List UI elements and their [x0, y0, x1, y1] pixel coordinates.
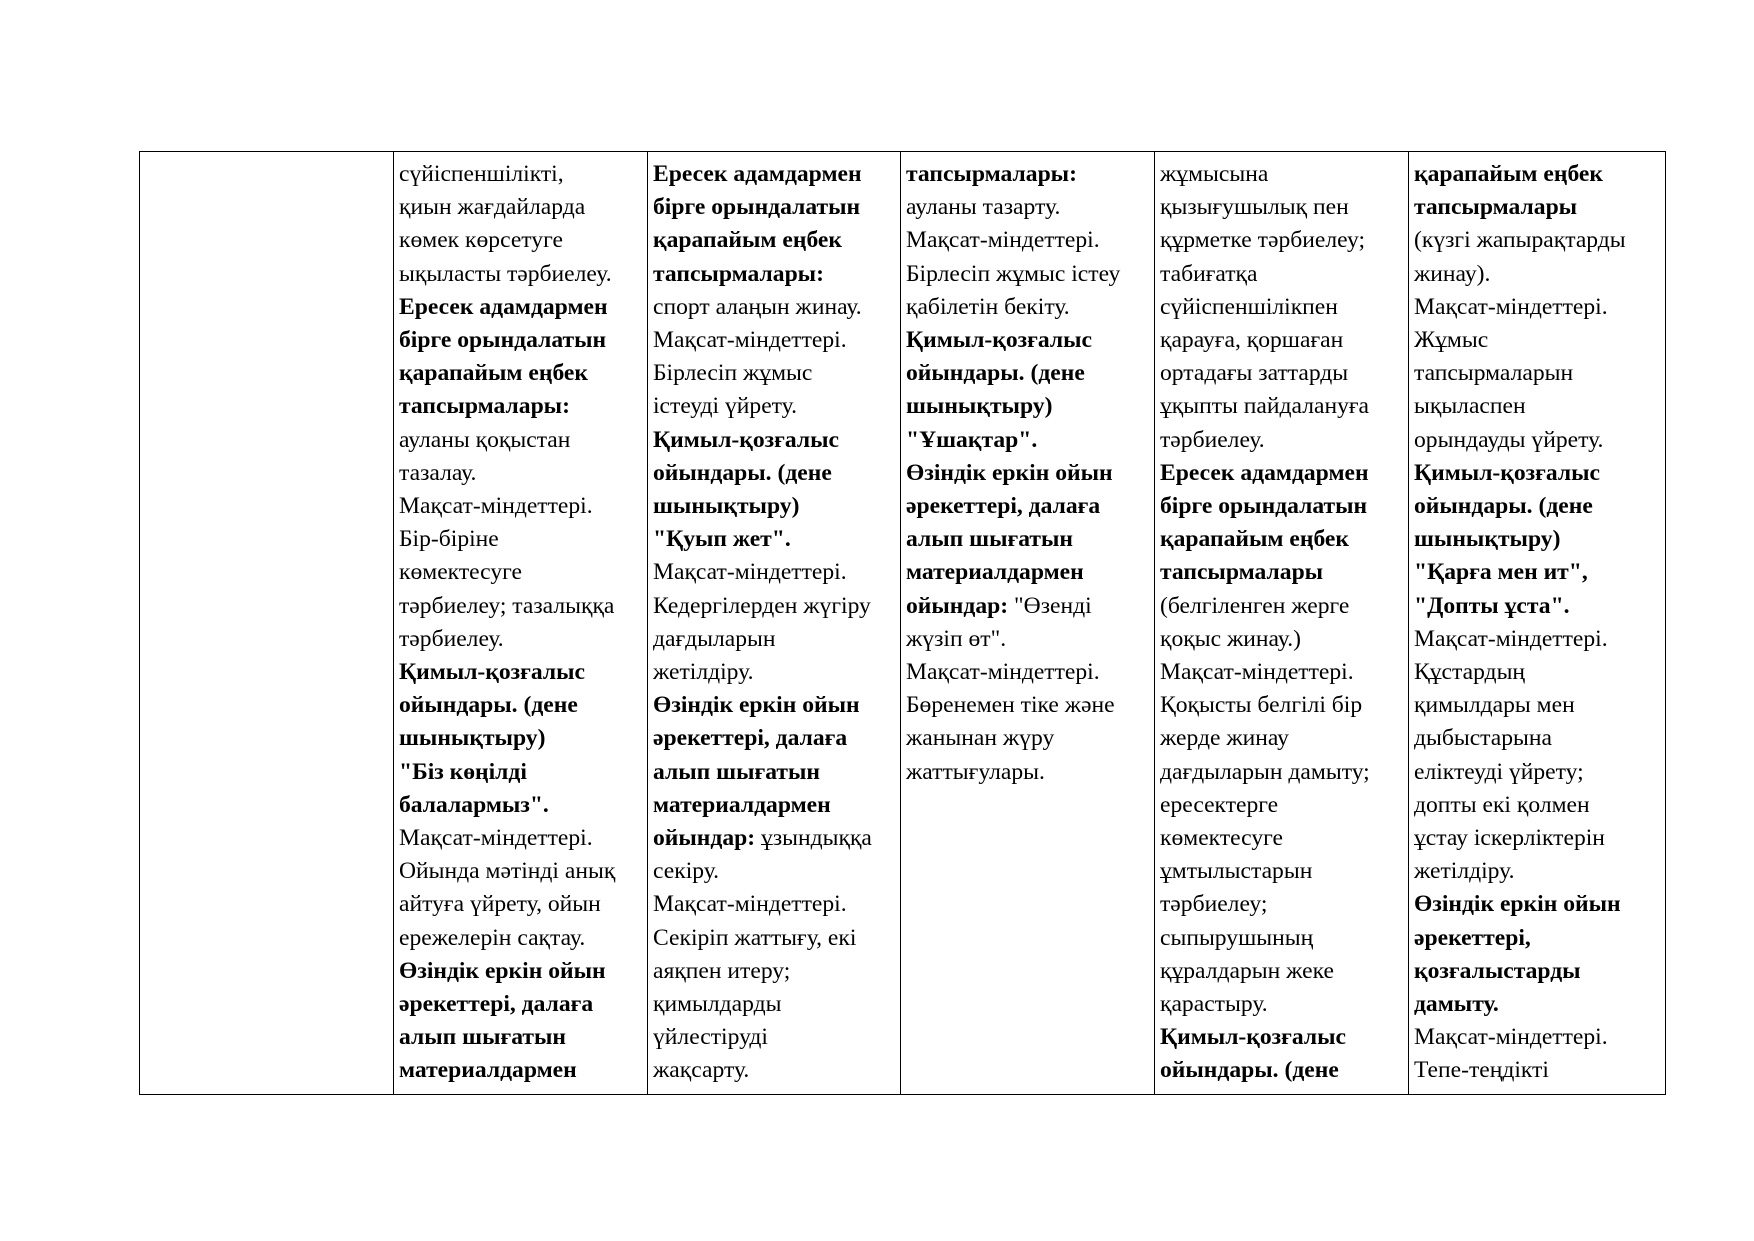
text-segment: жүзіп өт".: [906, 625, 1007, 652]
cell-text-line: [653, 291, 896, 324]
text-segment: Бір-біріне: [399, 526, 499, 553]
text-segment: қызығушылық пен: [1160, 194, 1349, 221]
bold-text-segment: материалдармен: [653, 791, 831, 818]
bold-text-segment: ойындар:: [906, 592, 1009, 619]
text-segment: Мақсат-міндеттері.: [653, 559, 847, 586]
bold-text-segment: қозғалыстарды: [1414, 957, 1581, 984]
cell-text-line: [1160, 623, 1404, 656]
table-cell-1: [140, 152, 394, 1095]
cell-text-line: [906, 390, 1150, 423]
table-cell-4: [901, 152, 1155, 1095]
cell-text-line: [653, 258, 896, 291]
bold-text-segment: қарапайым еңбек: [1160, 526, 1349, 553]
cell-text-line: [1414, 722, 1661, 755]
text-segment: Мақсат-міндеттері.: [653, 327, 847, 354]
cell-text-line: [1160, 1021, 1404, 1054]
cell-text-line: [906, 556, 1150, 589]
cell-text-line: [1160, 158, 1404, 191]
cell-text-line: [1414, 689, 1661, 722]
cell-text-line: [653, 855, 896, 888]
bold-text-segment: әрекеттері, далаға: [399, 991, 594, 1018]
text-segment: Мақсат-міндеттері.: [906, 227, 1100, 254]
cell-text-line: [653, 390, 896, 423]
cell-text-line: [1160, 590, 1404, 623]
cell-text-line: [1414, 324, 1661, 357]
bold-text-segment: Қимыл-қозғалыс: [653, 426, 840, 453]
cell-text-line: [399, 390, 643, 423]
cell-text-line: [1414, 556, 1661, 589]
text-segment: қиын жағдайларда: [399, 194, 586, 221]
bold-text-segment: "Ұшақтар".: [906, 426, 1038, 453]
cell-text-line: [399, 258, 643, 291]
cell-text-line: [1414, 390, 1661, 423]
bold-text-segment: Қимыл-қозғалыс: [399, 659, 586, 686]
text-segment: Мақсат-міндеттері.: [653, 891, 847, 918]
text-segment: айтуға үйрету, ойын: [399, 891, 601, 918]
cell-text-line: [399, 1021, 643, 1054]
bold-text-segment: тапсырмалары: [1414, 194, 1578, 221]
cell-text-line: [399, 656, 643, 689]
text-segment: ұмтылыстарын: [1160, 858, 1313, 885]
text-segment: ауланы тазарту.: [906, 194, 1061, 221]
cell-text-line: [399, 490, 643, 523]
bold-text-segment: Өзіндік еркін ойын: [1414, 891, 1621, 918]
cell-text-line: [1160, 291, 1404, 324]
text-segment: ұқыпты пайдалануға: [1160, 393, 1370, 420]
text-segment: тәрбиелеу.: [1160, 426, 1265, 453]
cell-text-line: [653, 988, 896, 1021]
cell-text-line: [906, 158, 1150, 191]
bold-text-segment: Қимыл-қозғалыс: [906, 327, 1093, 354]
bold-text-segment: дамыту.: [1414, 991, 1499, 1018]
cell-text-line: [1414, 955, 1661, 988]
cell-text-line: [1414, 888, 1661, 921]
text-segment: Қоқысты белгілі бір: [1160, 692, 1363, 719]
text-segment: ықыласты тәрбиелеу.: [399, 260, 612, 287]
cell-text-line: [1160, 224, 1404, 257]
cell-text-line: [1160, 357, 1404, 390]
cell-text-line: [1414, 656, 1661, 689]
bold-text-segment: алып шығатын: [653, 758, 820, 785]
text-segment: жетілдіру.: [653, 659, 754, 686]
cell-text-line: [653, 656, 896, 689]
bold-text-segment: "Қуып жет".: [653, 526, 791, 553]
bold-text-segment: балалармыз".: [399, 791, 549, 818]
cell-text-line: [653, 556, 896, 589]
cell-text-line: [1414, 158, 1661, 191]
text-segment: қарастыру.: [1160, 991, 1268, 1018]
bold-text-segment: тапсырмалары:: [906, 161, 1077, 187]
activity-plan-table: [139, 151, 1666, 1095]
bold-text-segment: ойындары. (дене: [906, 360, 1085, 387]
cell-text-line: [653, 623, 896, 656]
cell-text-line: [399, 158, 643, 191]
text-segment: Жұмыс: [1414, 327, 1489, 354]
cell-text-line: [399, 424, 643, 457]
text-segment: қабілетін бекіту.: [906, 293, 1070, 320]
cell-text-line: [1160, 988, 1404, 1021]
bold-text-segment: Ересек адамдармен: [653, 161, 862, 187]
cell-text-line: [399, 689, 643, 722]
cell-text-line: [1414, 424, 1661, 457]
cell-text-line: [653, 1021, 896, 1054]
cell-text-line: [1414, 988, 1661, 1021]
text-segment: жинау).: [1414, 260, 1491, 287]
table-cell-3: [648, 152, 901, 1095]
cell-text-line: [653, 689, 896, 722]
cell-text-line: [653, 191, 896, 224]
cell-text-line: [653, 590, 896, 623]
cell-text-line: [1414, 457, 1661, 490]
cell-text-line: [1160, 689, 1404, 722]
bold-text-segment: ойындары. (дене: [399, 692, 578, 719]
text-segment: жаттығулары.: [906, 758, 1045, 785]
bold-text-segment: Өзіндік еркін ойын: [399, 957, 606, 984]
text-segment: (белгіленген жерге: [1160, 592, 1350, 619]
cell-text-line: [1414, 258, 1661, 291]
cell-text-line: [399, 1054, 643, 1087]
cell-text-line: [906, 457, 1150, 490]
text-segment: жетілдіру.: [1414, 858, 1515, 885]
cell-text-line: [399, 623, 643, 656]
cell-text-line: [1160, 324, 1404, 357]
cell-text-line: [1160, 722, 1404, 755]
cell-text-line: [906, 722, 1150, 755]
cell-text-line: [906, 623, 1150, 656]
text-segment: Бірлесіп жұмыс істеу: [906, 260, 1121, 287]
cell-text-line: [1160, 490, 1404, 523]
cell-text-line: [1414, 623, 1661, 656]
bold-text-segment: Қимыл-қозғалыс: [1414, 459, 1601, 486]
cell-text-line: [906, 224, 1150, 257]
text-segment: істеуді үйрету.: [653, 393, 798, 420]
cell-text-line: [653, 457, 896, 490]
bold-text-segment: алып шығатын: [399, 1024, 566, 1051]
bold-text-segment: алып шығатын: [906, 526, 1073, 553]
cell-text-line: [399, 224, 643, 257]
text-segment: дағдыларын дамыту;: [1160, 758, 1370, 785]
cell-text-line: [906, 590, 1150, 623]
cell-text-line: [906, 357, 1150, 390]
text-segment: Мақсат-міндеттері.: [399, 825, 593, 852]
cell-text-line: [653, 955, 896, 988]
cell-text-line: [399, 556, 643, 589]
cell-text-line: [1160, 888, 1404, 921]
bold-text-segment: ойындары. (дене: [1414, 493, 1593, 520]
cell-text-line: [1414, 523, 1661, 556]
text-segment: ересектерге: [1160, 791, 1279, 818]
cell-text-line: [1160, 1054, 1404, 1087]
cell-text-line: [399, 855, 643, 888]
cell-text-line: [653, 722, 896, 755]
bold-text-segment: шынықтыру): [399, 725, 546, 752]
cell-text-line: [1160, 922, 1404, 955]
bold-text-segment: Өзіндік еркін ойын: [653, 692, 860, 719]
bold-text-segment: материалдармен: [399, 1057, 577, 1084]
cell-text-line: [906, 490, 1150, 523]
text-segment: Мақсат-міндеттері.: [1414, 293, 1608, 320]
text-segment: ықыласпен: [1414, 393, 1526, 420]
text-segment: ережелерін сақтау.: [399, 924, 586, 951]
text-segment: аяқпен итеру;: [653, 957, 791, 984]
cell-text-line: [653, 756, 896, 789]
text-segment: табиғатқа: [1160, 260, 1258, 287]
cell-text-line: [1160, 258, 1404, 291]
cell-text-line: [653, 224, 896, 257]
cell-text-line: [1414, 822, 1661, 855]
cell-text-line: [1414, 789, 1661, 822]
bold-text-segment: әрекеттері, далаға: [653, 725, 848, 752]
cell-text-line: [1414, 291, 1661, 324]
text-segment: Секіріп жаттығу, екі: [653, 924, 857, 951]
text-segment: Бірлесіп жұмыс: [653, 360, 813, 387]
cell-text-line: [906, 258, 1150, 291]
cell-text-line: [1414, 1021, 1661, 1054]
text-segment: еліктеуді үйрету;: [1414, 758, 1584, 785]
text-segment: ұстау іскерліктерін: [1414, 825, 1605, 852]
text-segment: жұмысына: [1160, 161, 1269, 187]
text-segment: үйлестіруді: [653, 1024, 768, 1051]
text-segment: Ойында мәтінді анық: [399, 858, 616, 885]
text-segment: Мақсат-міндеттері.: [1414, 1024, 1608, 1051]
text-segment: Құстардың: [1414, 659, 1526, 686]
cell-text-line: [1414, 490, 1661, 523]
bold-text-segment: бірге орындалатын: [653, 194, 861, 221]
bold-text-segment: әрекеттері,: [1414, 924, 1531, 951]
cell-text-line: [653, 1054, 896, 1087]
cell-text-line: [653, 424, 896, 457]
text-segment: тәрбиелеу.: [399, 625, 504, 652]
cell-text-line: [399, 922, 643, 955]
bold-text-segment: ойындар:: [653, 825, 756, 852]
bold-text-segment: шынықтыру): [1414, 526, 1561, 553]
cell-text-line: [1160, 656, 1404, 689]
cell-text-line: [906, 523, 1150, 556]
bold-text-segment: тапсырмалары:: [653, 260, 824, 287]
bold-text-segment: бірге орындалатын: [399, 327, 607, 354]
text-segment: тазалау.: [399, 459, 477, 486]
text-segment: дыбыстарына: [1414, 725, 1553, 752]
text-segment: ұзындыққа: [755, 825, 872, 852]
cell-text-line: [653, 357, 896, 390]
text-segment: қоқыс жинау.): [1160, 625, 1301, 652]
cell-text-line: [399, 457, 643, 490]
text-segment: "Өзенді: [1008, 592, 1092, 619]
cell-text-line: [1414, 224, 1661, 257]
cell-text-line: [1160, 855, 1404, 888]
cell-text-line: [906, 689, 1150, 722]
text-segment: сыпырушының: [1160, 924, 1314, 951]
text-segment: Бөренемен тіке және: [906, 692, 1115, 719]
cell-text-line: [653, 789, 896, 822]
text-segment: қимылдары мен: [1414, 692, 1575, 719]
cell-text-line: [1160, 955, 1404, 988]
cell-text-line: [906, 291, 1150, 324]
cell-text-line: [906, 324, 1150, 357]
text-segment: жақсарту.: [653, 1057, 750, 1084]
text-segment: орындауды үйрету.: [1414, 426, 1604, 453]
table-cell-6: [1409, 152, 1666, 1095]
cell-text-line: [1414, 191, 1661, 224]
cell-text-line: [1160, 424, 1404, 457]
bold-text-segment: қарапайым еңбек: [399, 360, 588, 387]
cell-text-line: [399, 888, 643, 921]
text-segment: сүйіспеншілікпен: [1160, 293, 1338, 320]
cell-text-line: [906, 656, 1150, 689]
table-cell-2: [394, 152, 648, 1095]
text-segment: жанынан жүру: [906, 725, 1055, 752]
cell-text-line: [399, 523, 643, 556]
bold-text-segment: бірге орындалатын: [1160, 493, 1368, 520]
text-segment: дағдыларын: [653, 625, 776, 652]
cell-text-line: [399, 756, 643, 789]
bold-text-segment: тапсырмалары:: [399, 393, 570, 420]
text-segment: допты екі қолмен: [1414, 791, 1590, 818]
cell-text-line: [1160, 390, 1404, 423]
text-segment: қимылдарды: [653, 991, 782, 1018]
text-segment: ауланы қоқыстан: [399, 426, 571, 453]
text-segment: ортадағы заттарды: [1160, 360, 1349, 387]
text-segment: тапсырмаларын: [1414, 360, 1574, 387]
cell-text-line: [399, 191, 643, 224]
bold-text-segment: шынықтыру): [906, 393, 1053, 420]
text-segment: секіру.: [653, 858, 720, 885]
bold-text-segment: "Қарға мен ит",: [1414, 559, 1588, 586]
cell-text-line: [1414, 922, 1661, 955]
cell-text-line: [906, 424, 1150, 457]
cell-text-line: [653, 922, 896, 955]
bold-text-segment: қарапайым еңбек: [1414, 161, 1603, 187]
text-segment: тәрбиелеу; тазалыққа: [399, 592, 615, 619]
text-segment: сүйіспеншілікті,: [399, 161, 564, 187]
text-segment: жерде жинау: [1160, 725, 1289, 752]
text-segment: Мақсат-міндеттері.: [1160, 659, 1354, 686]
bold-text-segment: қарапайым еңбек: [653, 227, 842, 254]
text-segment: Мақсат-міндеттері.: [906, 659, 1100, 686]
cell-text-line: [653, 324, 896, 357]
cell-text-line: [399, 357, 643, 390]
cell-text-line: [1160, 523, 1404, 556]
bold-text-segment: тапсырмалары: [1160, 559, 1324, 586]
cell-text-line: [653, 822, 896, 855]
cell-text-line: [399, 324, 643, 357]
cell-text-line: [399, 955, 643, 988]
bold-text-segment: шынықтыру): [653, 493, 800, 520]
text-segment: көмек көрсетуге: [399, 227, 563, 254]
cell-text-line: [1414, 756, 1661, 789]
cell-text-line: [1160, 191, 1404, 224]
cell-text-line: [1414, 590, 1661, 623]
text-segment: құрметке тәрбиелеу;: [1160, 227, 1366, 254]
text-segment: (күзгі жапырақтарды: [1414, 227, 1626, 254]
bold-text-segment: ойындары. (дене: [1160, 1057, 1339, 1084]
cell-text-line: [1414, 357, 1661, 390]
text-segment: көмектесуге: [1160, 825, 1283, 852]
cell-text-line: [1160, 556, 1404, 589]
cell-text-line: [1160, 789, 1404, 822]
cell-text-line: [399, 590, 643, 623]
text-segment: Мақсат-міндеттері.: [399, 493, 593, 520]
cell-text-line: [653, 523, 896, 556]
bold-text-segment: "Біз көңілді: [399, 758, 527, 785]
text-segment: көмектесуге: [399, 559, 522, 586]
bold-text-segment: ойындары. (дене: [653, 459, 832, 486]
cell-text-line: [399, 822, 643, 855]
text-segment: тәрбиелеу;: [1160, 891, 1268, 918]
cell-text-line: [399, 722, 643, 755]
table-cell-5: [1155, 152, 1409, 1095]
cell-text-line: [399, 789, 643, 822]
bold-text-segment: материалдармен: [906, 559, 1084, 586]
bold-text-segment: Ересек адамдармен: [399, 293, 608, 320]
table-row: [140, 152, 1666, 1095]
cell-text-line: [1160, 822, 1404, 855]
text-segment: Тепе-теңдікті: [1414, 1057, 1549, 1084]
cell-text-line: [399, 291, 643, 324]
text-segment: Кедергілерден жүгіру: [653, 592, 871, 619]
bold-text-segment: "Допты ұста".: [1414, 592, 1570, 619]
cell-text-line: [653, 888, 896, 921]
cell-text-line: [399, 988, 643, 1021]
text-segment: құралдарын жеке: [1160, 957, 1334, 984]
cell-text-line: [1414, 1054, 1661, 1087]
cell-text-line: [1414, 855, 1661, 888]
bold-text-segment: Ересек адамдармен: [1160, 459, 1369, 486]
cell-text-line: [653, 490, 896, 523]
text-segment: спорт алаңын жинау.: [653, 293, 862, 320]
bold-text-segment: әрекеттері, далаға: [906, 493, 1101, 520]
bold-text-segment: Өзіндік еркін ойын: [906, 459, 1113, 486]
bold-text-segment: Қимыл-қозғалыс: [1160, 1024, 1347, 1051]
cell-text-line: [906, 756, 1150, 789]
cell-text-line: [653, 158, 896, 191]
cell-text-line: [906, 191, 1150, 224]
text-segment: қарауға, қоршаған: [1160, 327, 1344, 354]
cell-text-line: [1160, 457, 1404, 490]
cell-text-line: [1160, 756, 1404, 789]
text-segment: Мақсат-міндеттері.: [1414, 625, 1608, 652]
